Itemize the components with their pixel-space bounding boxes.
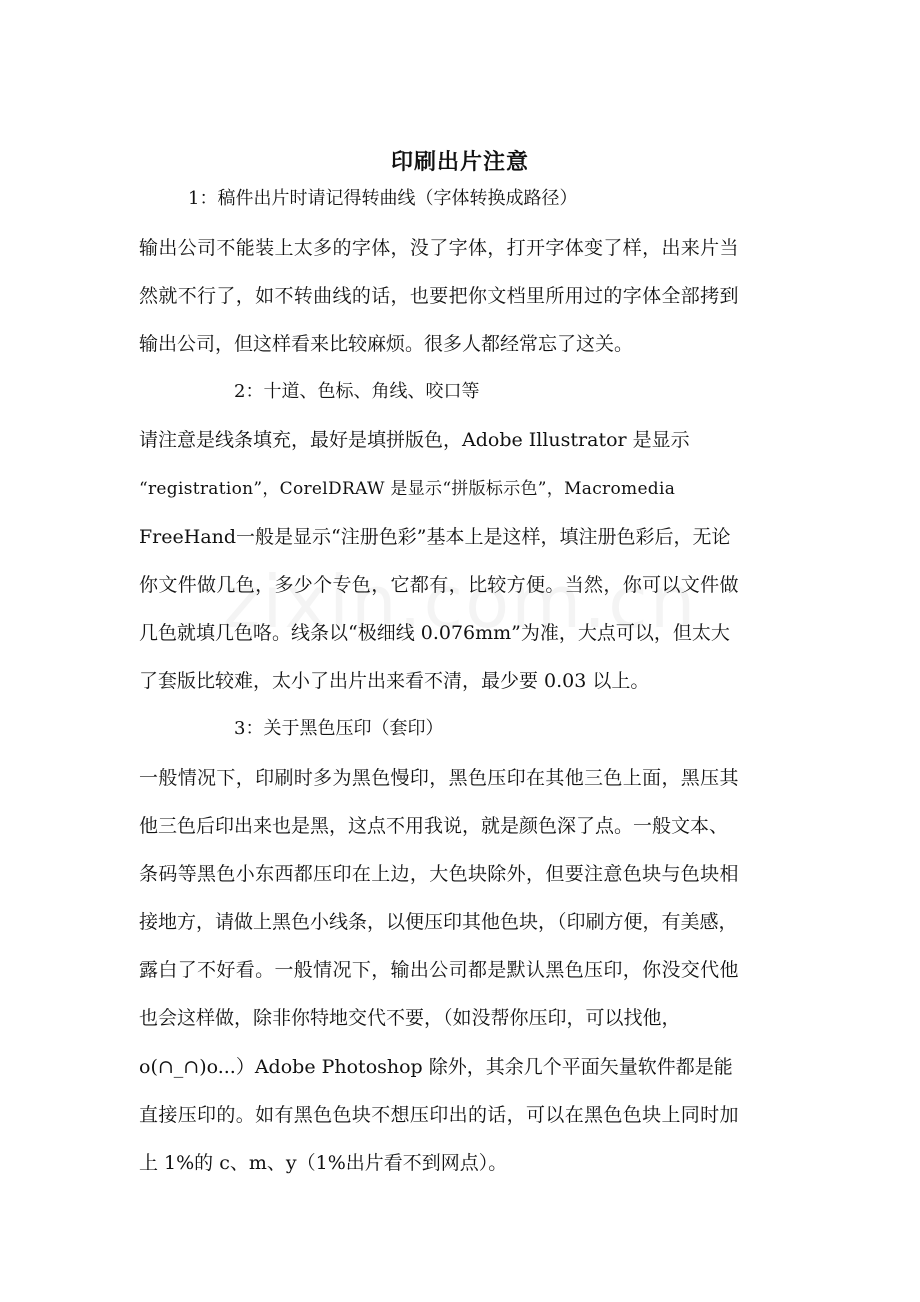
section-1-heading: 1：稿件出片时请记得转曲线（字体转换成路径） [188, 188, 578, 209]
section-1-line-3: 输出公司，但这样看来比较麻烦。很多人都经常忘了这关。 [139, 333, 634, 355]
section-2-line-3: FreeHand一般是显示“注册色彩”基本上是这样，填注册色彩后，无论 [139, 526, 731, 548]
section-3-line-4: 接地方，请做上黑色小线条，以便压印其他色块，（印刷方便，有美感， [139, 911, 738, 933]
section-1-line-1: 输出公司不能装上太多的字体，没了字体，打开字体变了样，出来片当 [139, 237, 739, 259]
section-3-line-7: o(∩_∩)o...）Adobe Photoshop 除外，其余几个平面矢量软件都是能 [139, 1056, 733, 1078]
section-3-line-8: 直接压印的。如有黑色色块不想压印出的话，可以在黑色色块上同时加 [139, 1104, 739, 1126]
section-3-heading: 3：关于黑色压印（套印） [234, 718, 444, 739]
section-2-heading: 2：十道、色标、角线、咬口等 [234, 381, 480, 402]
section-2-line-6: 了套版比较难，太小了出片出来看不清，最少要 0.03 以上。 [139, 670, 650, 692]
section-3-line-1: 一般情况下，印刷时多为黑色慢印，黑色压印在其他三色上面，黑压其 [139, 767, 739, 789]
section-3-line-5: 露白了不好看。一般情况下，输出公司都是默认黑色压印，你没交代他 [139, 959, 739, 981]
section-1-line-2: 然就不行了，如不转曲线的话，也要把你文档里所用过的字体全部拷到 [139, 285, 739, 307]
page-title: 印刷出片注意 [390, 150, 529, 175]
section-2-line-1: 请注意是线条填充，最好是填拼版色，Adobe Illustrator 是显示 [139, 429, 690, 451]
section-2-line-4: 你文件做几色，多少个专色，它都有，比较方便。当然，你可以文件做 [139, 574, 739, 596]
section-3-line-9: 上 1%的 c、m、y（1%出片看不到网点）。 [139, 1152, 508, 1174]
section-2-line-5: 几色就填几色咯。线条以“极细线 0.076mm”为准，大点可以，但太大 [139, 622, 730, 644]
section-2-line-2: “registration”，CorelDRAW 是显示“拼版标示色”，Macromedia [139, 479, 676, 499]
section-3-line-6: 也会这样做，除非你特地交代不要，（如没帮你压印，可以找他， [139, 1007, 681, 1029]
section-3-line-3: 条码等黑色小东西都压印在上边，大色块除外，但要注意色块与色块相 [139, 863, 739, 885]
section-3-line-2: 他三色后印出来也是黑，这点不用我说，就是颜色深了点。一般文本、 [139, 815, 729, 837]
